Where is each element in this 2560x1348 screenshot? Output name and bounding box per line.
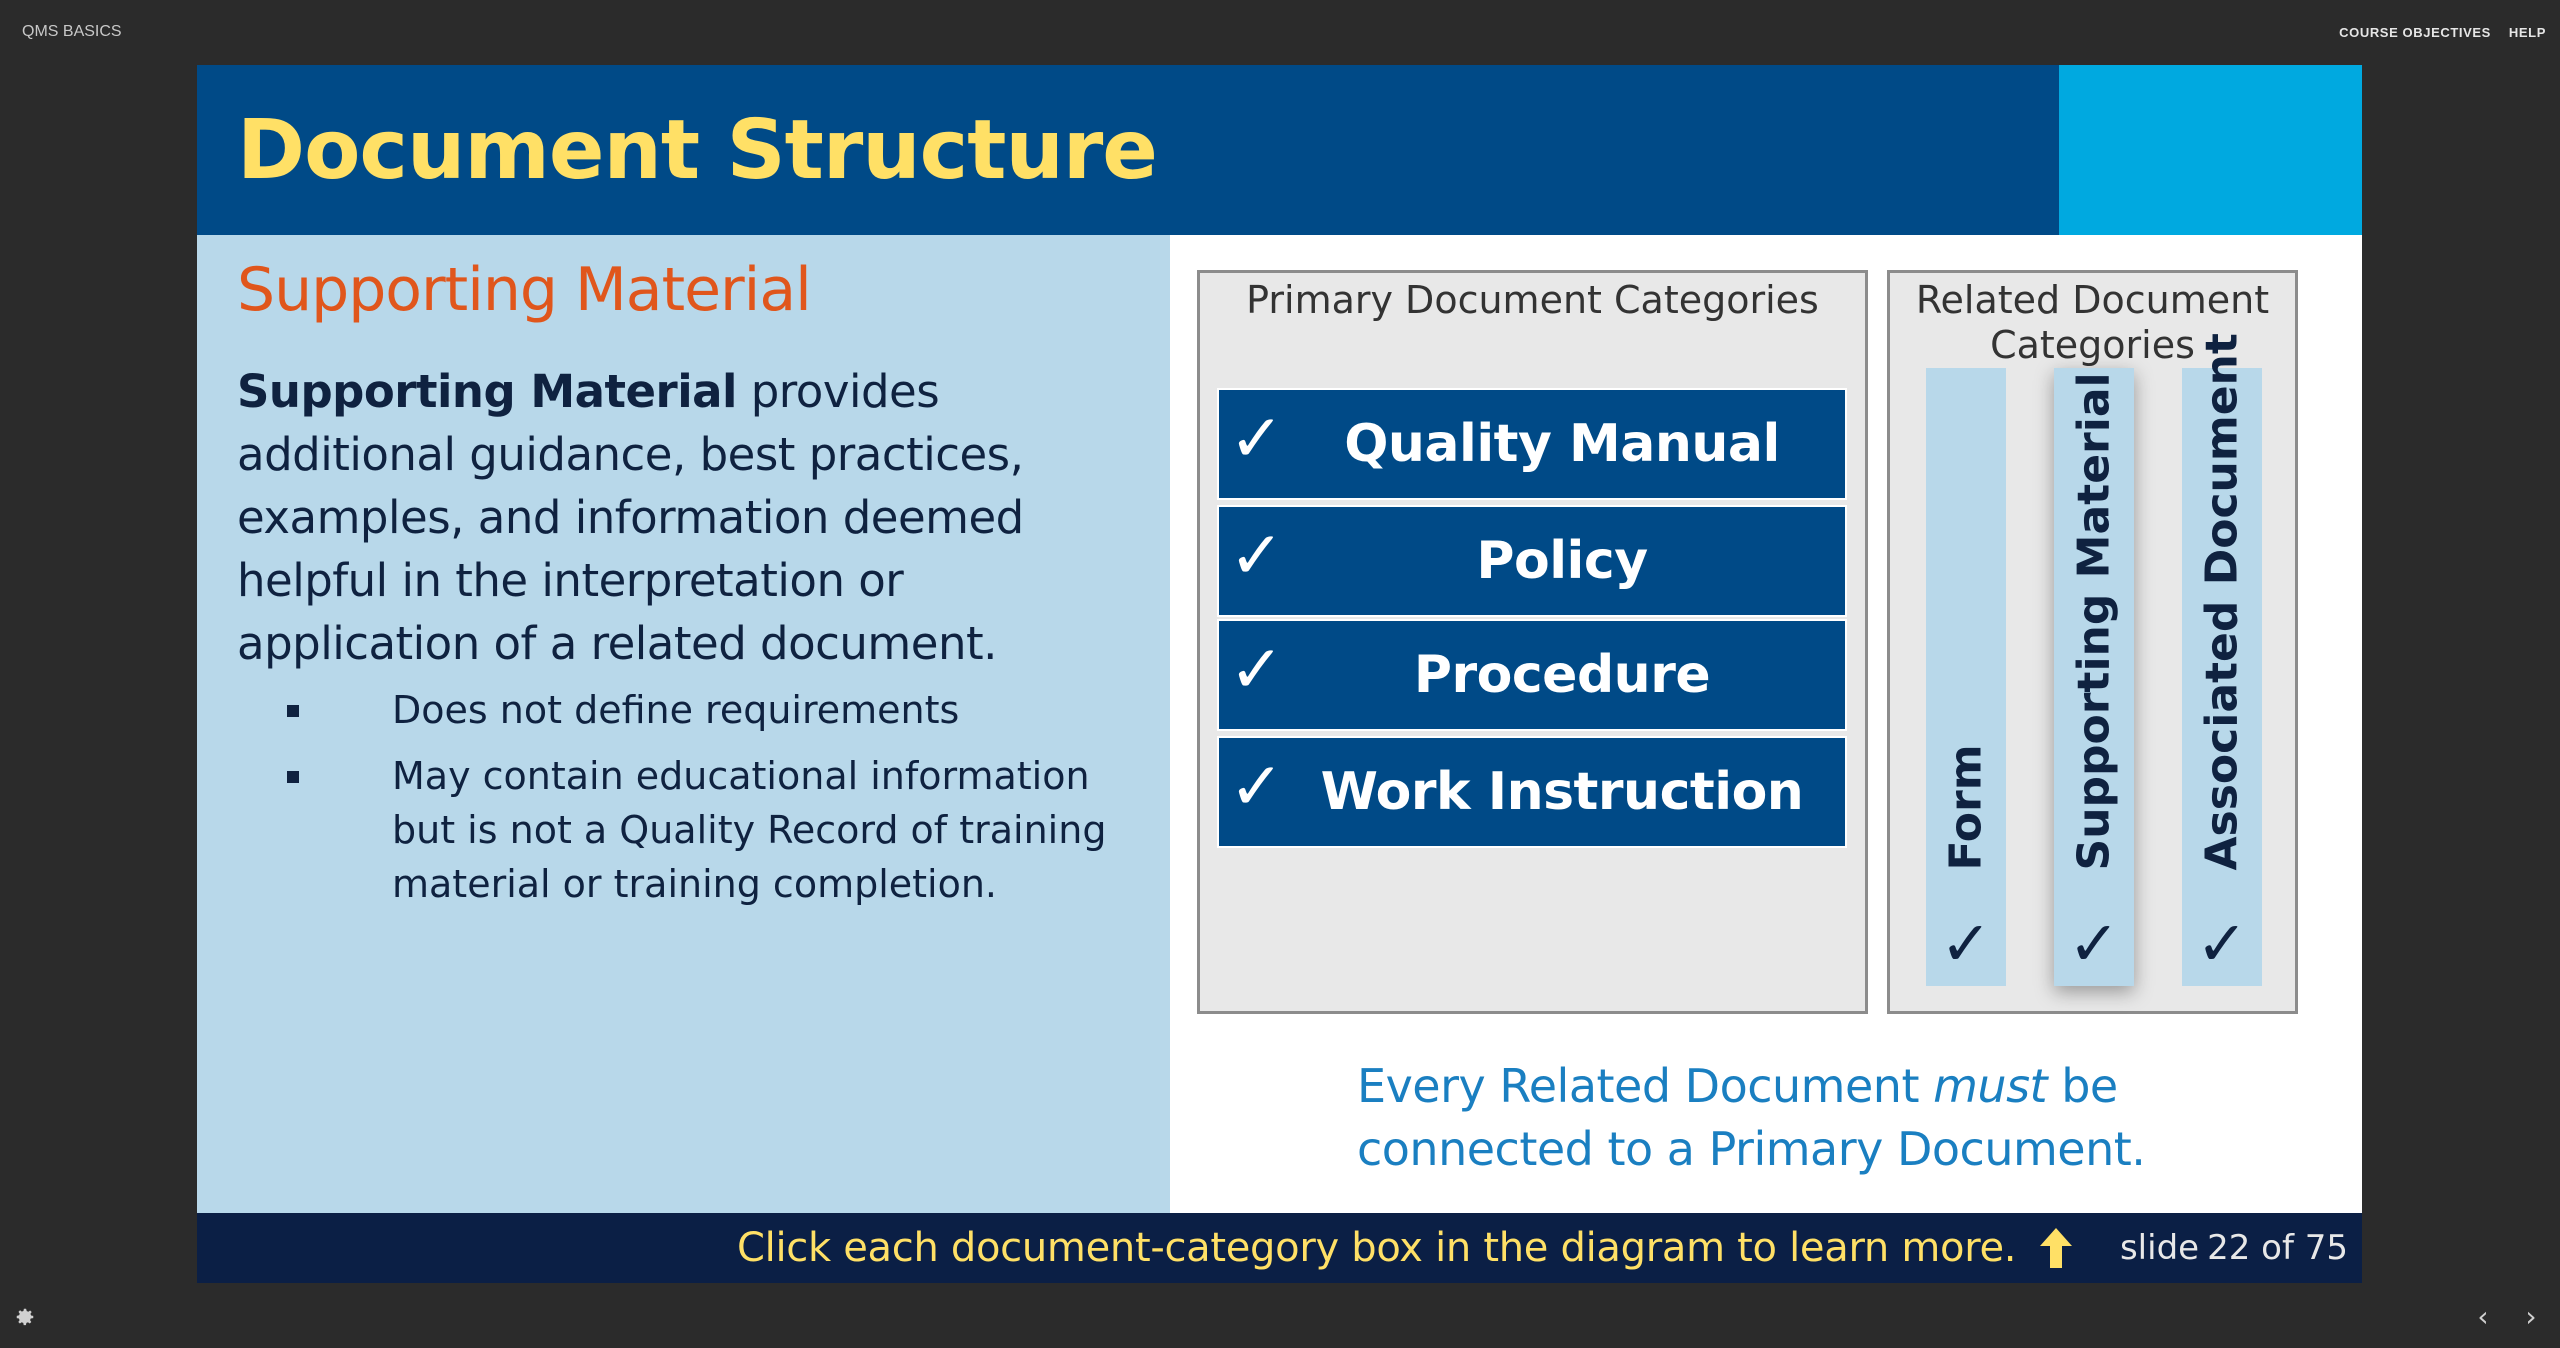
note-text: be connected to a Primary Document. [1357,1059,2146,1176]
gear-icon[interactable] [14,1306,36,1328]
slide-canvas [197,65,2362,1283]
bullet-text: May contain educational information but is not a Quality Record of training material or training completion. [392,754,1107,906]
arrow-up-icon [2036,1226,2076,1270]
content-panel [197,235,1170,1213]
slide-counter-label: slide [2119,1228,2200,1268]
chevron-left-icon[interactable]: ‹ [2477,1300,2489,1333]
category-label: Policy [1476,531,1648,591]
title-bar [197,65,2059,235]
course-objectives-link[interactable]: COURSE OBJECTIVES [2339,25,2491,40]
vertical-label: Associated Document [2196,333,2248,871]
slide-title: Document Structure [237,103,1157,198]
category-label: Work Instruction [1320,762,1804,822]
help-link[interactable]: HELP [2508,25,2546,40]
bullet-item [287,749,1147,911]
category-label: Quality Manual [1344,414,1780,474]
course-title: QMS BASICS [22,23,122,40]
description-term: Supporting Material [237,365,737,418]
description-text: provides additional guidance, best practices, examples, and information deemed helpful in the interpretation or application of a related document. [237,365,1024,670]
related-categories-box [1887,270,2298,1014]
supporting-material-column-button[interactable] [2054,368,2134,986]
associated-document-column-button[interactable] [2182,333,2262,986]
check-icon: ✓ [1229,400,1285,477]
check-icon: ✓ [2196,907,2248,980]
vertical-label: Form [1940,744,1992,871]
chevron-right-icon[interactable]: › [2525,1300,2537,1333]
vertical-label: Supporting Material [2068,372,2120,871]
bullet-text: Does not define requirements [392,688,960,732]
bullet-square-icon [287,771,299,783]
slide-counter [2112,1213,2348,1283]
quality-manual-button[interactable] [1217,388,1847,500]
bullet-item [287,683,1147,737]
related-categories-title: Related Document Categories [1915,278,2270,367]
instruction-text: Click each document-category box in the diagram to learn more. [737,1225,2017,1271]
check-icon: ✓ [1229,517,1285,594]
player-top-bar [0,0,2560,66]
primary-categories-box [1197,270,1868,1014]
slide-footer [197,1213,2362,1283]
check-icon: ✓ [1229,748,1285,825]
bullet-list [287,683,1147,923]
form-column-button[interactable] [1926,368,2006,986]
slide-counter-value: 22 of 75 [2207,1228,2348,1268]
check-icon: ✓ [1940,907,1992,980]
accent-block [2059,65,2362,235]
work-instruction-button[interactable] [1217,736,1847,848]
procedure-button[interactable] [1217,619,1847,731]
check-icon: ✓ [1229,631,1285,708]
instruction [737,1213,2076,1283]
category-label: Procedure [1413,645,1711,705]
primary-categories-title: Primary Document Categories [1246,278,1819,322]
description-paragraph [237,360,1157,675]
top-links [2339,25,2546,40]
check-icon: ✓ [2068,907,2120,980]
note-text: Every Related Document [1357,1059,1934,1113]
connection-note [1357,1055,2257,1181]
section-heading: Supporting Material [237,255,811,325]
note-emphasis: must [1933,1059,2048,1113]
policy-button[interactable] [1217,505,1847,617]
bullet-square-icon [287,705,299,717]
